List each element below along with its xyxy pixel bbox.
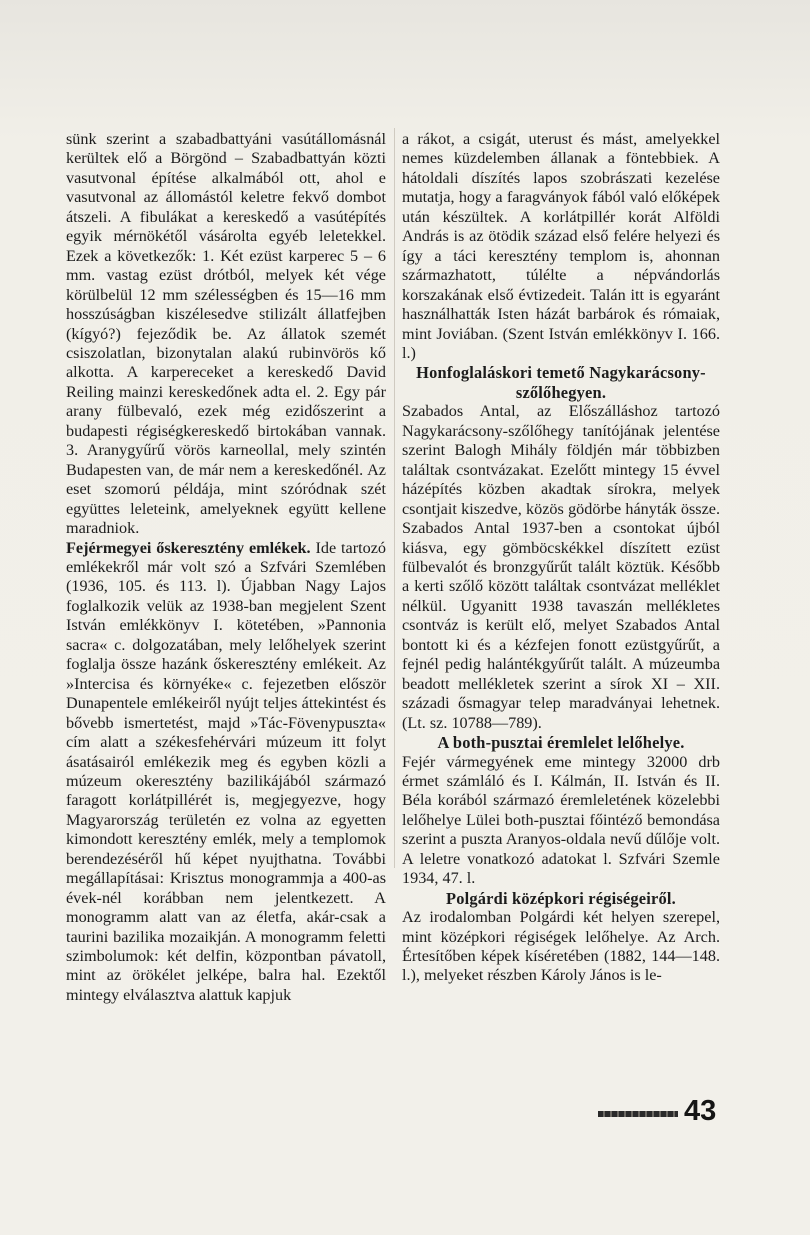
left-section-title: Fejérmegyei őskeresztény emlékek.: [66, 538, 311, 557]
column-divider: [394, 128, 395, 868]
section-body-polgardi: Az irodalomban Polgárdi két helyen szerepel, mint középkori régiségek lelőhelye. Az Arch. Értesítőben képek kíséretében (1882, 144—148. l.), melyeket részben Károly János is le-: [402, 908, 720, 985]
right-paragraph-1: a rákot, a csigát, uterust és mást, amelyekkel nemes küzdelemben állanak a föntebbiek. A hátoldali díszítés lapos szobrászati kezelése mutatja, hogy a faragványok fából való előképek után készültek. A korlátpillér korát Alföldi András is az ötödik század első felére helyezi és így a táci keresztény templom is, ahonnan származhatott, túlélte a népvándorlás korszakának első évtizedeit. Talán itt is egyaránt használhatták Isten házát barbárok és rómaiak, mint Joviában. (Szent István emlékkönyv I. 166. l.): [402, 130, 720, 362]
folio-ornament-bar: [598, 1111, 678, 1117]
page-number: 43: [684, 1095, 717, 1127]
left-column: [66, 130, 386, 1005]
left-paragraph-1: sünk szerint a szabadbattyáni vasútállomásnál kerültek elő a Börgönd – Szabadbattyán közti vasutvonal építése alkalmából ott, ahol e vasutvonal az állomástól keletre fekvő dombot átszeli. A fibulákat a kereskedő a vasútépítés egyik mérnökétől vásárolta egyéb leletekkel. Ezek a következők: 1. Két ezüst karperec 5 – 6 mm. vastag ezüst drótból, melyek két vége körülbelül 12 mm szélességben és 15—16 mm hosszúságban kiszélesedve stilizált állatfejben (kígyó?) fejeződik be. Az állatok szemét csiszolatlan, bizonytalan alakú rubinvörös kő alkotta. A karpereceket a kereskedő David Reiling mainzi kereskedőnek adta el. 2. Egy pár arany fülbevaló, ezek még ezidőszerint a budapesti régiségkereskedő birtokában vannak. 3. Aranygyűrű vörös karneollal, mely szintén Budapesten van, de már nem a kereskedőnél. Az eset szomorú példája, mint szóródnak szét együttes leleteink, amelyeknek együtt kellene maradniok.: [66, 130, 386, 538]
left-section-fejermegyei: [66, 539, 386, 1006]
section-title-polgardi: Polgárdi középkori régiségeiről.: [446, 888, 676, 908]
left-section-body: Ide tartozó emlékekről már volt szó a Szfvári Szemlében (1936, 105. és 113. l). Újabban Nagy Lajos foglalkozik velük az 1938-ban megjelent Szent István emlékkönyv I. kötetében, »Pannonia sacra« c. dolgozatában, mely lelőhelyek szerint foglalja össze hazánk őskeresztény emlékeit. Az »Intercisa és környéke« c. fejezetben először Dunapentele emlékeiről nyújt teljes áttekintést és bővebb ismertetést, majd »Tác-Fövenypuszta« cím alatt a székesfehérvári múzeum itt folyt ásatásairól emlékezik meg és egyben közli a múzeum okeresztény bazilikájából származó faragott korlátpillérét is, megjegyezve, hogy Magyarország területén ez volna az egyetten kimondott keresztény emlék, mely a templomok berendezéséről hű képet nyujthatna. További megállapításai: Krisztus monogrammja a 400-as évek-nél korábban nem jelentkezett. A monogramm alatt van az életfa, akár-csak a taurini bazilika mozaikján. A monogramm feletti szimbolumok: két delfin, központban pávatoll, mint az örökélet jelképe, balra hal. Ezektől mintegy elválasztva alattuk kapjuk: [66, 538, 386, 1004]
section-title-both-pusztai: A both-pusztai éremlelet lelőhelye.: [437, 733, 685, 753]
right-column: [402, 130, 720, 986]
section-title-honfoglalaskori: Honfoglaláskori temető Nagykarácsony-szőlőhegyen.: [416, 363, 706, 402]
page-folio: [598, 1095, 728, 1127]
section-body-honfoglalaskori: Szabados Antal, az Előszálláshoz tartozó Nagykarácsony-szőlőhegy tanítójának jelentése szerint Balogh Mihály földjén már többizben találtak csontvázakat. Ezelőtt mintegy 15 évvel házépítés közben akadtak sírokra, melyek csontjait kiszedve, közös gödörbe hányták össze. Szabados Antal 1937-ben a csontokat újból kiásva, egy gömböcskékkel díszített ezüst fülbevalót és bronzgyűrűt talált köztük. Később a kerti szőlő között találtak csontvázat melléklet nélkül. Ugyanitt 1938 tavaszán mellékletes csontváz is került elő, melyet Szabados Antal bontott ki és a kézfejen fonott ezüstgyűrűt, a fejnél pedig halántékgyűrűt talált. A múzeumba beadott mellékletek szerint a sírok XI – XII. századi ősmagyar telep maradványai lehetnek. (Lt. sz. 10788—789).: [402, 402, 720, 732]
section-body-both-pusztai: Fejér vármegyének eme mintegy 32000 drb érmet számláló és I. Kálmán, II. István és II. Béla korából származó éremleletének közelebbi lelőhelye Lülei both-pusztai főintéző bemondása szerint a puszta Aranyos-oldala nevű dűlője volt. A leletre vonatkozó adatokat l. Szfvári Szemle 1934, 47. l.: [402, 752, 720, 888]
